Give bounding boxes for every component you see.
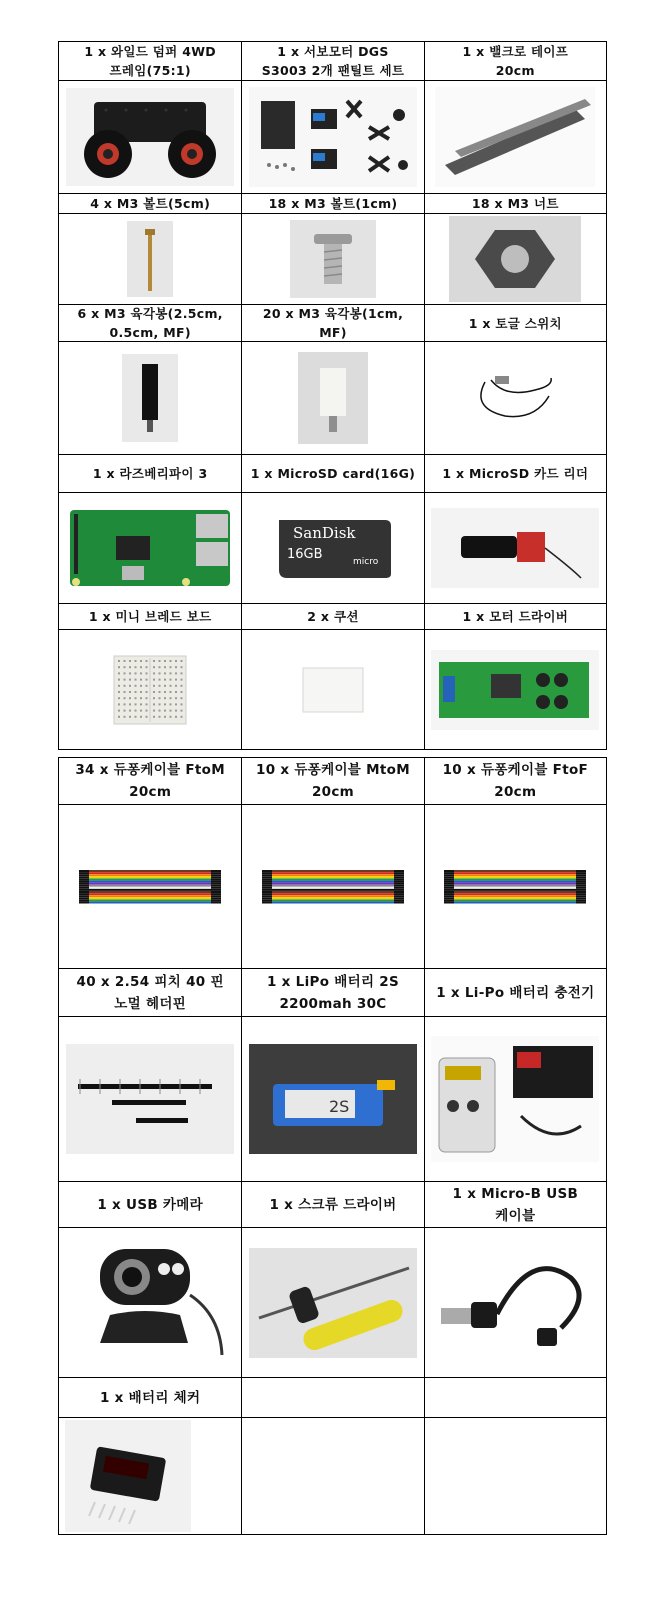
label-row	[59, 968, 606, 1016]
label-row	[59, 1377, 606, 1417]
dupont-cable-image	[440, 865, 590, 909]
image-row	[59, 213, 606, 304]
cushion-pad-image	[301, 666, 365, 714]
item-label-dupont-mtom: 10 x 듀퐁케이블 MtoM 20cm	[256, 762, 410, 800]
label-row	[59, 304, 606, 341]
label-row	[59, 1181, 606, 1227]
item-label-m3-nut: 18 x M3 너트	[471, 196, 559, 211]
item-label-usb-camera: 1 x USB 카메라	[97, 1196, 203, 1213]
m3-bolt-short-image	[290, 220, 376, 298]
m3-nut-image	[449, 216, 581, 302]
lipo-charger-image	[431, 1036, 599, 1162]
empty-cell	[241, 1418, 423, 1534]
raspberry-pi-image	[66, 506, 234, 590]
item-label-battery-checker: 1 x 배터리 체커	[99, 1389, 201, 1406]
toggle-switch-image	[465, 368, 565, 428]
m3-hex-spacer-black-image	[122, 354, 178, 442]
dupont-cable-image	[75, 865, 225, 909]
label-row	[59, 603, 606, 629]
item-label-wild-thumper-frame: 1 x 와일드 덤퍼 4WD 프레임(75:1)	[84, 44, 216, 78]
screwdriver-image	[249, 1248, 417, 1358]
parts-table-2	[58, 757, 607, 1535]
lipo-label-text: 2S	[328, 1097, 350, 1116]
image-row	[59, 492, 606, 603]
item-label-lipo-charger: 1 x Li-Po 배터리 충전기	[436, 984, 595, 1001]
item-label-dupont-ftom: 34 x 듀퐁케이블 FtoM 20cm	[75, 762, 225, 800]
item-label-motor-driver: 1 x 모터 드라이버	[462, 609, 569, 624]
image-row	[59, 341, 606, 454]
image-row	[59, 1016, 606, 1181]
item-label-velcro-tape: 1 x 밸크로 테이프 20cm	[462, 44, 569, 78]
sandisk-capacity-text: 16GB	[286, 547, 323, 562]
item-label-m3-bolt-1cm: 18 x M3 볼트(1cm)	[268, 196, 398, 211]
lipo-battery-image	[249, 1044, 417, 1154]
usb-webcam-image	[70, 1235, 230, 1371]
label-row	[59, 758, 606, 804]
image-row	[59, 1417, 606, 1534]
item-label-m3-spacer-2-5cm: 6 x M3 육각봉(2.5cm, 0.5cm, MF)	[77, 306, 223, 340]
item-label-m3-bolt-5cm: 4 x M3 볼트(5cm)	[90, 196, 211, 211]
mini-breadboard-image	[112, 654, 188, 726]
label-row	[59, 193, 606, 213]
item-label-m3-spacer-1cm: 20 x M3 육각봉(1cm, MF)	[262, 306, 404, 340]
wild-thumper-chassis-image	[66, 88, 234, 186]
image-row	[59, 1227, 606, 1377]
parts-table-1	[58, 41, 607, 750]
item-label-mini-breadboard: 1 x 미니 브레드 보드	[88, 609, 212, 624]
item-label-micro-b-usb-cable: 1 x Micro-B USB 케이블	[452, 1185, 579, 1224]
label-row	[59, 454, 606, 492]
header-pins-image	[66, 1044, 234, 1154]
velcro-tape-image	[435, 87, 595, 187]
label-row	[59, 42, 606, 80]
item-label-dupont-ftof: 10 x 듀퐁케이블 FtoF 20cm	[442, 762, 589, 800]
image-row	[59, 629, 606, 749]
servo-pan-tilt-image	[249, 87, 417, 187]
micro-usb-cable-image	[431, 1248, 599, 1358]
item-label-screwdriver: 1 x 스크류 드라이버	[269, 1196, 397, 1213]
image-row	[59, 80, 606, 193]
m3-bolt-long-image	[127, 221, 173, 297]
item-label-raspberry-pi-3: 1 x 라즈베리파이 3	[92, 466, 208, 481]
sandisk-brand-text: SanDisk	[292, 524, 356, 542]
m3-hex-spacer-white-image	[298, 352, 368, 444]
item-label-lipo-battery: 1 x LiPo 배터리 2S 2200mah 30C	[266, 973, 400, 1012]
empty-cell	[424, 1418, 606, 1534]
microsd-card-reader-image	[431, 508, 599, 588]
dupont-cable-image	[258, 865, 408, 909]
image-row	[59, 804, 606, 968]
item-label-microsd-card: 1 x MicroSD card(16G)	[250, 466, 416, 481]
microsd-card-image	[273, 516, 393, 580]
item-label-microsd-reader: 1 x MicroSD 카드 리더	[442, 466, 589, 481]
item-label-toggle-switch: 1 x 토글 스위치	[468, 315, 562, 331]
micro-sd-logo: micro	[352, 557, 379, 567]
item-label-cushion: 2 x 쿠션	[307, 609, 359, 624]
battery-checker-image	[65, 1420, 191, 1532]
motor-driver-board-image	[431, 650, 599, 730]
item-label-servo-pan-tilt: 1 x 서보모터 DGS S3003 2개 팬틸트 세트	[261, 44, 405, 78]
item-label-header-pins: 40 x 2.54 피치 40 핀 노멀 헤더핀	[76, 973, 224, 1012]
